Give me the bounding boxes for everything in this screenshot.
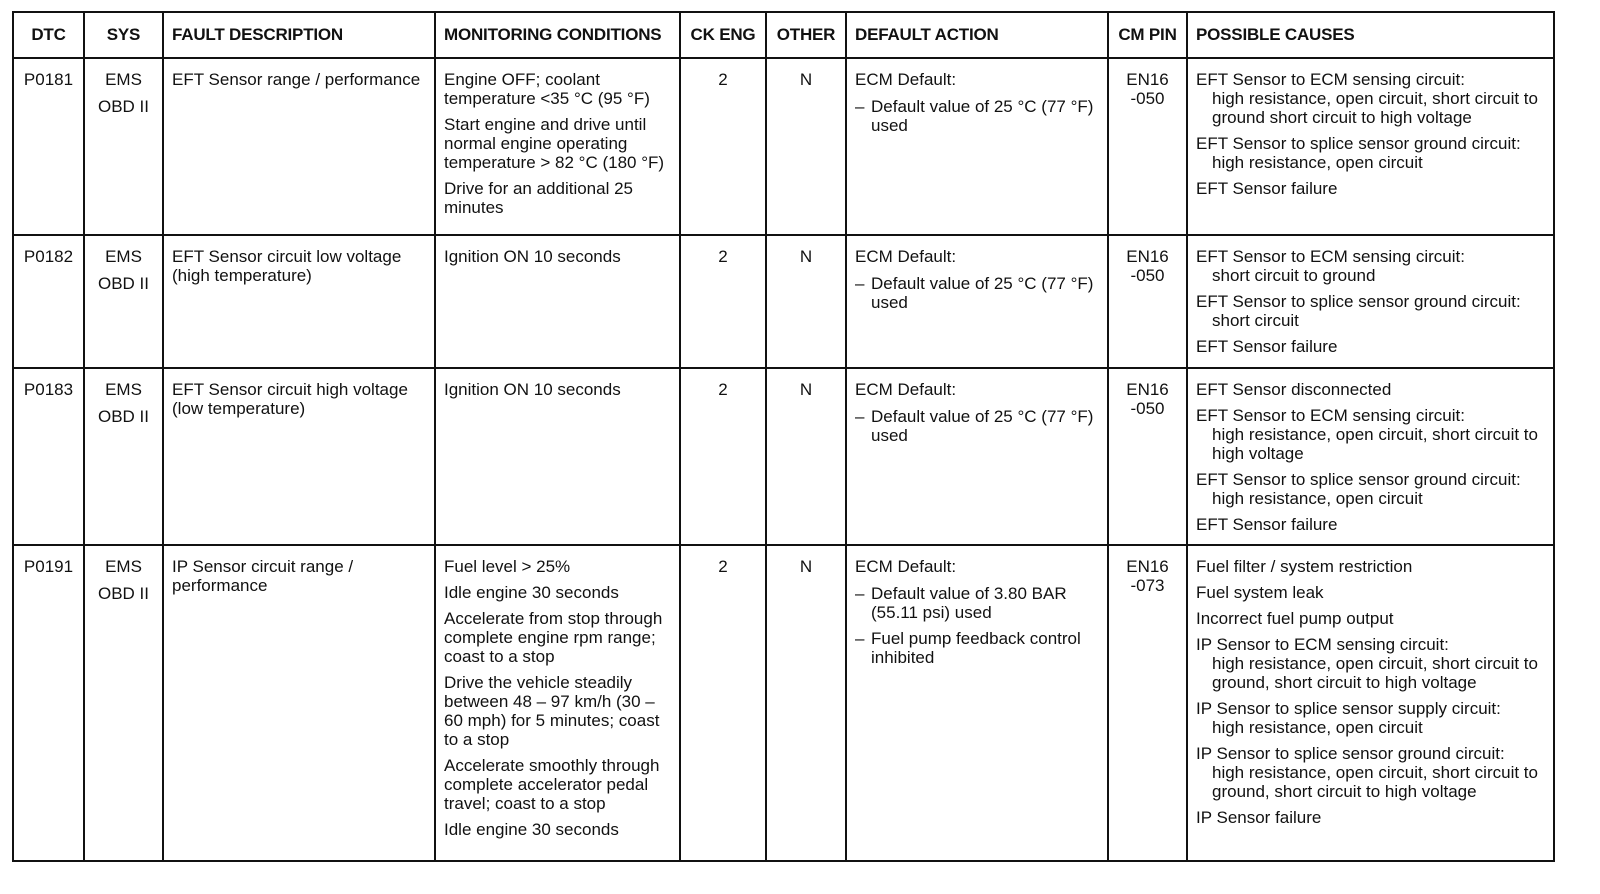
condition: Fuel level > 25%: [444, 557, 571, 576]
sys-line: EMS: [105, 70, 142, 89]
default-action: [846, 545, 1108, 861]
cause-detail: high resistance, open circuit: [1212, 718, 1423, 737]
cause: [1196, 744, 1545, 801]
cause-detail: high resistance, open circuit, short circuit to high voltage: [1212, 425, 1538, 463]
default-item: – Default value of 25 °C (77 °F) used: [855, 97, 1099, 135]
ck-eng-value: 2: [680, 368, 766, 545]
sys-line: OBD II: [97, 584, 149, 603]
cm-pin-line: -050: [1130, 399, 1165, 418]
dtc-code: P0191: [13, 545, 84, 861]
cause-main: EFT Sensor to ECM sensing circuit:: [1196, 406, 1465, 425]
fault-description: EFT Sensor circuit low voltage (high temperature): [163, 235, 435, 368]
default-list: [855, 407, 1099, 445]
header-other: OTHER: [766, 12, 846, 58]
monitoring-conditions: [435, 368, 680, 545]
cause: [1196, 292, 1545, 330]
condition: Drive for an additional 25 minutes: [444, 179, 634, 217]
other-value: N: [766, 545, 846, 861]
cause: [1196, 808, 1545, 827]
cause: [1196, 515, 1545, 534]
dtc-code: P0183: [13, 368, 84, 545]
default-title: ECM Default:: [855, 70, 957, 89]
header-default-action: DEFAULT ACTION: [846, 12, 1108, 58]
other-value: N: [766, 58, 846, 235]
sys-line: OBD II: [97, 274, 149, 293]
cause-main: EFT Sensor to ECM sensing circuit:: [1196, 70, 1465, 89]
default-title: ECM Default:: [855, 247, 957, 266]
fault-description: EFT Sensor range / performance: [163, 58, 435, 235]
cause: [1196, 557, 1545, 576]
cause-detail: short circuit: [1212, 311, 1299, 330]
condition: Accelerate smoothly through complete accelerator pedal travel; coast to a stop: [444, 756, 660, 813]
fault-description: EFT Sensor circuit high voltage (low temperature): [163, 368, 435, 545]
header-cm-pin: CM PIN: [1108, 12, 1187, 58]
cm-pin: [1108, 235, 1187, 368]
default-action: [846, 235, 1108, 368]
cause-detail: high resistance, open circuit, short circuit to ground, short circuit to high voltage: [1212, 763, 1538, 801]
default-item: – Default value of 25 °C (77 °F) used: [855, 274, 1099, 312]
cm-pin: [1108, 368, 1187, 545]
cm-pin-line: -050: [1130, 266, 1165, 285]
cm-pin-line: -050: [1130, 89, 1165, 108]
cause-main: Fuel filter / system restriction: [1196, 557, 1413, 576]
cause-detail: high resistance, open circuit: [1212, 153, 1423, 172]
header-fault-description: FAULT DESCRIPTION: [163, 12, 435, 58]
cause-main: Incorrect fuel pump output: [1196, 609, 1394, 628]
possible-causes: [1187, 235, 1554, 368]
header-ck-eng: CK ENG: [680, 12, 766, 58]
cause: [1196, 247, 1545, 285]
cause-detail: short circuit to ground: [1212, 266, 1376, 285]
possible-causes: [1187, 58, 1554, 235]
sys-line: EMS: [105, 380, 142, 399]
cause: [1196, 583, 1545, 602]
sys-line: OBD II: [97, 97, 149, 116]
cause: [1196, 609, 1545, 628]
cm-pin-line: EN16: [1126, 70, 1169, 89]
ck-eng-value: 2: [680, 235, 766, 368]
default-list: [855, 97, 1099, 135]
header-monitoring-conditions: MONITORING CONDITIONS: [435, 12, 680, 58]
cause-main: EFT Sensor to splice sensor ground circuit:: [1196, 470, 1521, 489]
cm-pin: [1108, 545, 1187, 861]
sys-line: EMS: [105, 247, 142, 266]
header-row: [13, 12, 1554, 58]
dtc-code: P0182: [13, 235, 84, 368]
table-row: [13, 235, 1554, 368]
cm-pin-line: EN16: [1126, 247, 1169, 266]
table-row: [13, 545, 1554, 861]
possible-causes: [1187, 368, 1554, 545]
possible-causes: [1187, 545, 1554, 861]
monitoring-conditions: [435, 235, 680, 368]
default-list: [855, 584, 1099, 667]
cause-main: EFT Sensor failure: [1196, 179, 1338, 198]
cause: [1196, 406, 1545, 463]
condition: Ignition ON 10 seconds: [444, 380, 621, 399]
default-action: [846, 58, 1108, 235]
default-item: – Fuel pump feedback control inhibited: [855, 629, 1099, 667]
condition: Drive the vehicle steadily between 48 – 97 km/h (30 – 60 mph) for 5 minutes; coast to a stop: [444, 673, 660, 749]
ck-eng-value: 2: [680, 545, 766, 861]
sys-cell: [84, 545, 163, 861]
condition: Ignition ON 10 seconds: [444, 247, 621, 266]
fault-description: IP Sensor circuit range / performance: [163, 545, 435, 861]
header-dtc: DTC: [13, 12, 84, 58]
default-title: ECM Default:: [855, 557, 957, 576]
condition: Idle engine 30 seconds: [444, 583, 619, 602]
cm-pin-line: EN16: [1126, 557, 1169, 576]
table-row: [13, 368, 1554, 545]
sys-line: EMS: [105, 557, 142, 576]
cause-main: IP Sensor failure: [1196, 808, 1322, 827]
monitoring-conditions: [435, 58, 680, 235]
condition: Engine OFF; coolant temperature <35 °C (95 °F): [444, 70, 650, 108]
cause-main: IP Sensor to ECM sensing circuit:: [1196, 635, 1449, 654]
condition: Start engine and drive until normal engine operating temperature > 82 °C (180 °F): [444, 115, 665, 172]
cause-main: EFT Sensor to ECM sensing circuit:: [1196, 247, 1465, 266]
cause: [1196, 70, 1545, 127]
cause: [1196, 179, 1545, 198]
header-sys: SYS: [84, 12, 163, 58]
cause-detail: high resistance, open circuit, short circuit to ground, short circuit to high voltage: [1212, 654, 1538, 692]
default-item: – Default value of 25 °C (77 °F) used: [855, 407, 1099, 445]
condition: Accelerate from stop through complete engine rpm range; coast to a stop: [444, 609, 663, 666]
cm-pin: [1108, 58, 1187, 235]
cause-main: EFT Sensor disconnected: [1196, 380, 1392, 399]
cause-detail: high resistance, open circuit, short circuit to ground short circuit to high voltage: [1212, 89, 1538, 127]
default-title: ECM Default:: [855, 380, 957, 399]
cause-main: IP Sensor to splice sensor ground circuit:: [1196, 744, 1505, 763]
cause: [1196, 134, 1545, 172]
cause-detail: high resistance, open circuit: [1212, 489, 1423, 508]
default-action: [846, 368, 1108, 545]
cause-main: EFT Sensor failure: [1196, 337, 1338, 356]
sys-line: OBD II: [97, 407, 149, 426]
ck-eng-value: 2: [680, 58, 766, 235]
cause-main: EFT Sensor to splice sensor ground circuit:: [1196, 292, 1521, 311]
cause-main: EFT Sensor failure: [1196, 515, 1338, 534]
default-item: – Default value of 3.80 BAR (55.11 psi) used: [855, 584, 1099, 622]
table-row: [13, 58, 1554, 235]
default-list: [855, 274, 1099, 312]
other-value: N: [766, 368, 846, 545]
cause: [1196, 635, 1545, 692]
cause: [1196, 699, 1545, 737]
header-possible-causes: POSSIBLE CAUSES: [1187, 12, 1554, 58]
monitoring-conditions: [435, 545, 680, 861]
cause: [1196, 337, 1545, 356]
cm-pin-line: EN16: [1126, 380, 1169, 399]
cause-main: Fuel system leak: [1196, 583, 1324, 602]
cause-main: EFT Sensor to splice sensor ground circuit:: [1196, 134, 1521, 153]
cause-main: IP Sensor to splice sensor supply circuit:: [1196, 699, 1501, 718]
condition: Idle engine 30 seconds: [444, 820, 619, 839]
sys-cell: [84, 368, 163, 545]
sys-cell: [84, 58, 163, 235]
dtc-code: P0181: [13, 58, 84, 235]
cause: [1196, 470, 1545, 508]
cause: [1196, 380, 1545, 399]
cm-pin-line: -073: [1130, 576, 1165, 595]
sys-cell: [84, 235, 163, 368]
dtc-table: [12, 11, 1555, 862]
other-value: N: [766, 235, 846, 368]
